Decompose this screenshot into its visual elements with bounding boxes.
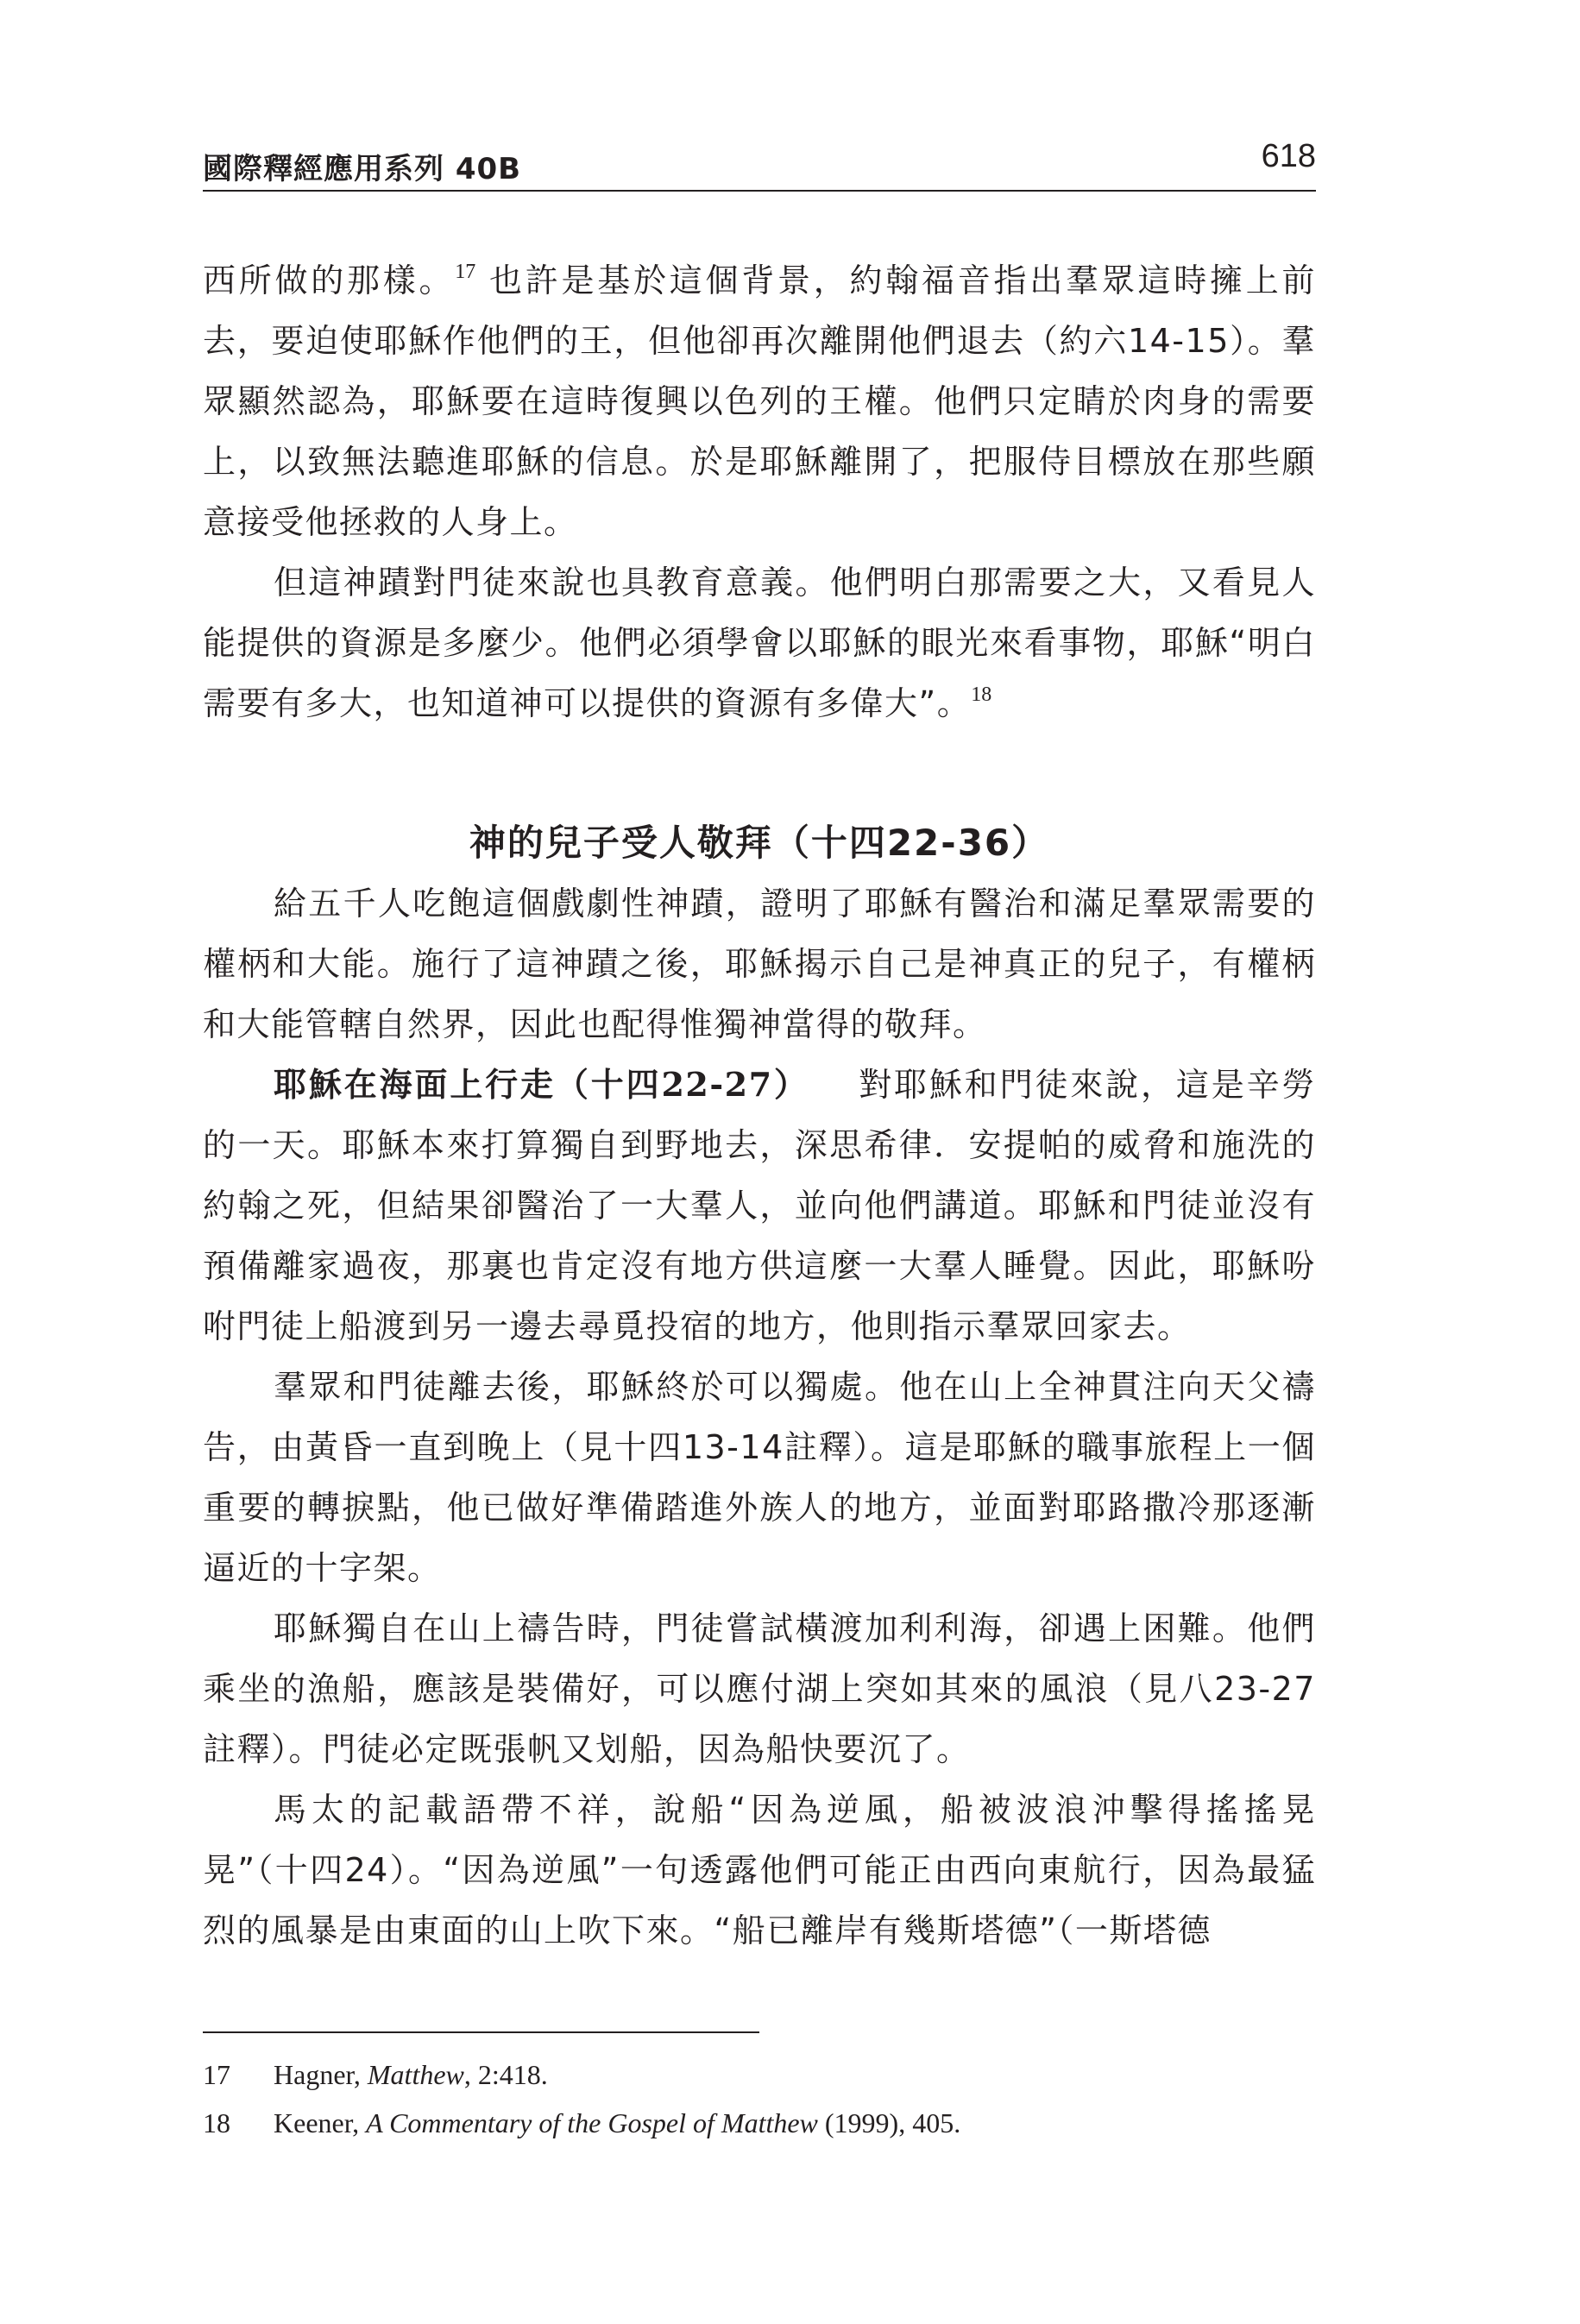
main-text bbox=[203, 250, 1316, 1961]
header-rule bbox=[203, 190, 1316, 192]
paragraph-4: 耶穌在海面上行走（十四22-27） 對耶穌和門徒來說，這是辛勞的一天。耶穌本來打算獨自到野地去，深思希律．安提帕的威脅和施洗的約翰之死，但結果卻醫治了一大羣人，並向他們講道。耶穌和門徒並沒有預備離家過夜，那裏也肯定沒有地方供這麼一大羣人睡覺。因此，耶穌吩咐門徒上船渡到另一邊去尋覓投宿的地方，他則指示羣眾回家去。 bbox=[203, 1065, 1316, 1345]
footnote-18: 18 Keener, A Commentary of the Gospel of Matthew (1999), 405. bbox=[203, 2107, 961, 2138]
footnote-ref-17: 17 bbox=[455, 261, 476, 283]
page-number: 618 bbox=[1261, 138, 1316, 174]
series-title: 國際釋經應用系列 40B bbox=[203, 152, 522, 186]
paragraph-6: 耶穌獨自在山上禱告時，門徒嘗試橫渡加利利海，卻遇上困難。他們乘坐的漁船，應該是裝備好，可以應付湖上突如其來的風浪（見八23-27註釋）。門徒必定既張帆又划船，因為船快要沉了。 bbox=[203, 1609, 1316, 1768]
paragraph-7: 馬太的記載語帶不祥，說船“因為逆風，船被波浪沖擊得搖搖晃晃”（十四24）。“因為逆風”一句透露他們可能正由西向東航行，因為最猛烈的風暴是由東面的山上吹下來。“船已離岸有幾斯塔德”（一斯塔德 bbox=[203, 1791, 1316, 1949]
paragraph-3: 給五千人吃飽這個戲劇性神蹟，證明了耶穌有醫治和滿足羣眾需要的權柄和大能。施行了這神蹟之後，耶穌揭示自己是神真正的兒子，有權柄和大能管轄自然界，因此也配得惟獨神當得的敬拜。 bbox=[203, 885, 1316, 1043]
footnotes bbox=[203, 2057, 1316, 2154]
running-header bbox=[203, 138, 1316, 190]
paragraph-1: 西所做的那樣。$^{17}$ 也許是基於這個背景，約翰福音指出羣眾這時擁上前去，要迫使耶穌作他們的王，但他卻再次離開他們退去（約六14-15）。羣眾顯然認為，耶穌要在這時復興以色列的王權。他們只定睛於肉身的需要上，以致無法聽進耶穌的信息。於是耶穌離開了，把服侍目標放在那些願意接受他拯救的人身上。 bbox=[203, 261, 1316, 541]
subsection-heading: 耶穌在海面上行走（十四22-27） bbox=[274, 1065, 809, 1104]
footnote-rule bbox=[203, 2031, 759, 2033]
footnote-17: 17 Hagner, Matthew, 2:418. bbox=[203, 2059, 548, 2090]
paragraph-5: 羣眾和門徒離去後，耶穌終於可以獨處。他在山上全神貫注向天父禱告，由黃昏一直到晚上（見十四13-14註釋）。這是耶穌的職事旅程上一個重要的轉捩點，他已做好準備踏進外族人的地方，並面對耶路撒冷那逐漸逼近的十字架。 bbox=[203, 1368, 1316, 1587]
section-heading: 神的兒子受人敬拜（十四22-36） bbox=[469, 822, 1050, 864]
footnote-ref-18: 18 bbox=[971, 683, 992, 706]
paragraph-2: 但這神蹟對門徒來說也具教育意義。他們明白那需要之大，又看見人能提供的資源是多麼少。他們必須學會以耶穌的眼光來看事物，耶穌“明白需要有多大，也知道神可以提供的資源有多偉大”。$^{18}$ bbox=[203, 564, 1316, 722]
